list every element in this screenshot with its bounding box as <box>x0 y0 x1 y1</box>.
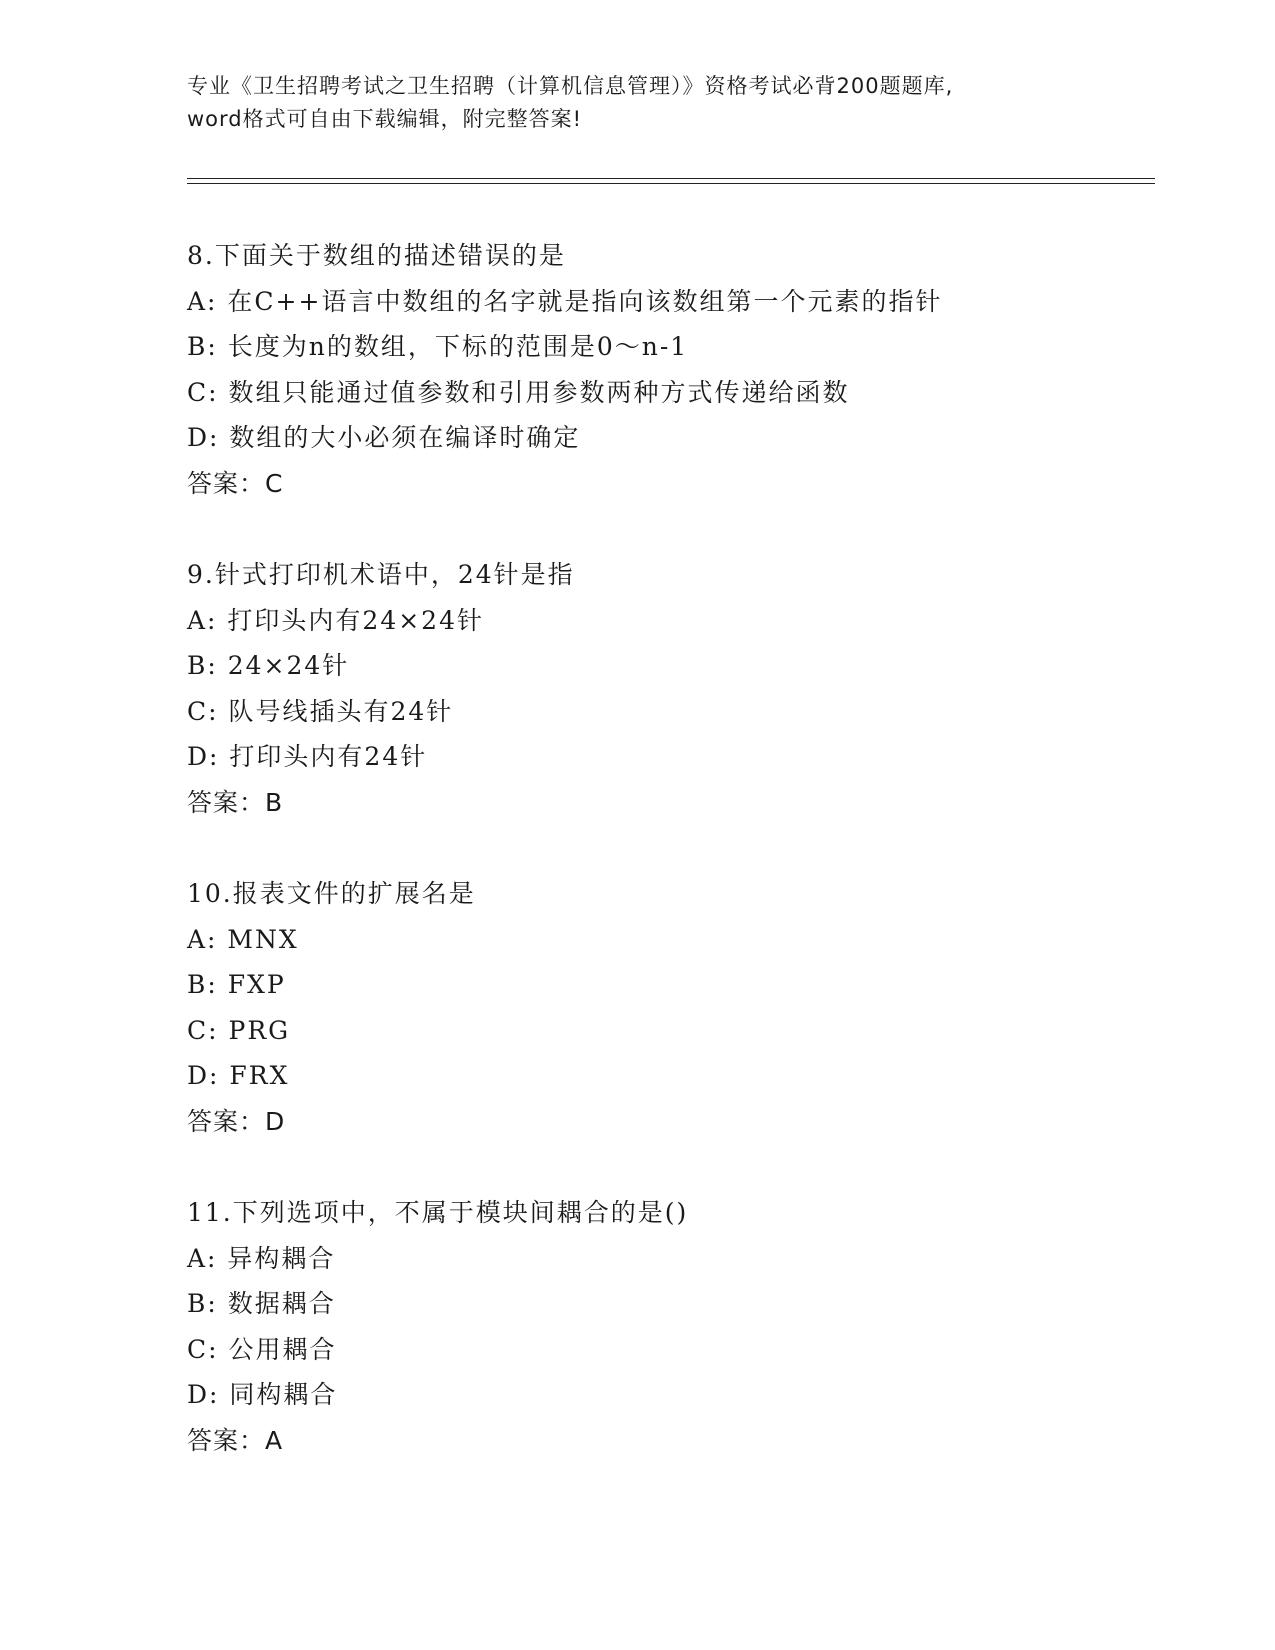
question-11 <box>187 1190 1155 1463</box>
option-c: C: 数组只能通过值参数和引用参数两种方式传递给函数 <box>187 377 850 407</box>
document-header <box>187 70 1087 136</box>
answer-label: 答案：D <box>187 1106 286 1136</box>
header-line-2: word格式可自由下载编辑，附完整答案! <box>187 107 583 131</box>
option-d: D: FRX <box>187 1061 290 1090</box>
question-stem: 10.报表文件的扩展名是 <box>187 879 476 908</box>
answer-label: 答案：A <box>187 1425 284 1455</box>
option-a: A: MNX <box>187 924 299 954</box>
option-b: B: 24×24针 <box>187 651 350 680</box>
option-c: C: PRG <box>187 1015 291 1045</box>
answer-label: 答案：C <box>187 468 284 498</box>
option-b: B: 长度为n的数组，下标的范围是0～n-1 <box>187 332 689 361</box>
question-stem: 11.下列选项中，不属于模块间耦合的是() <box>187 1198 689 1227</box>
option-d: D: 同构耦合 <box>187 1380 338 1409</box>
option-c: C: 公用耦合 <box>187 1334 337 1364</box>
option-a: A: 在C++语言中数组的名字就是指向该数组第一个元素的指针 <box>187 286 943 316</box>
option-b: B: 数据耦合 <box>187 1289 336 1318</box>
question-stem: 9.针式打印机术语中，24针是指 <box>187 560 575 589</box>
question-8 <box>187 233 1155 506</box>
option-a: A: 异构耦合 <box>187 1243 336 1273</box>
question-10 <box>187 871 1155 1144</box>
option-d: D: 数组的大小必须在编译时确定 <box>187 423 581 452</box>
header-divider-bottom <box>187 183 1155 184</box>
answer-label: 答案：B <box>187 787 284 817</box>
option-b: B: FXP <box>187 970 286 999</box>
question-9 <box>187 552 1155 825</box>
question-stem: 8.下面关于数组的描述错误的是 <box>187 241 566 270</box>
header-line-1: 专业《卫生招聘考试之卫生招聘（计算机信息管理）》资格考试必背200题题库, <box>187 74 954 98</box>
option-c: C: 队号线插头有24针 <box>187 696 454 726</box>
option-d: D: 打印头内有24针 <box>187 742 428 771</box>
header-divider-top <box>187 178 1155 179</box>
option-a: A: 打印头内有24×24针 <box>187 605 484 635</box>
